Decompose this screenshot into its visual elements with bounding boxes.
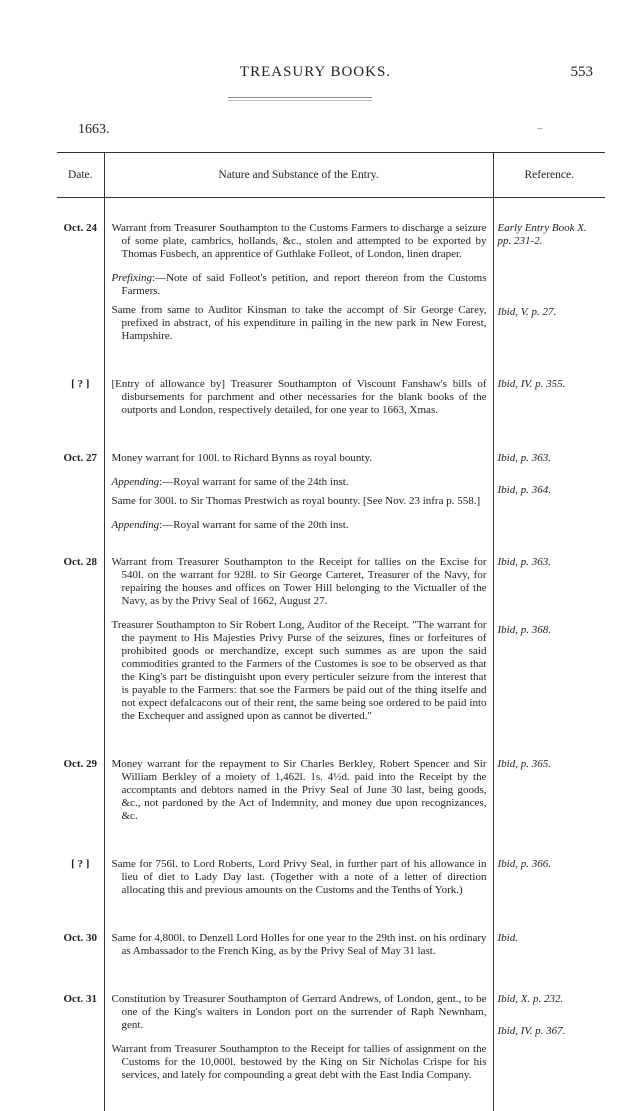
reference-value: Ibid, IV. p. 367. [497,1025,566,1037]
entry-text: Money warrant for the repayment to Sir Charles Berkley, Robert Spencer and Sir William Berkley of a moiety of 1,462l. 1s. 4½d. paid into the Receipt by the accomptants and debtors named in the Privy Seal of June 30 last, being goods, &c., not pardoned by the Act of Indemnity, and money due upon recognizances, &c. [111,758,487,822]
entry-text: Constitution by Treasurer Southampton of Gerrard Andrews, of London, gent., to be one of the King's waiters in London port on the surrender of Raph Newnham, gent. [111,993,487,1031]
reference-value: Early Entry Book X. pp. 231-2. [497,222,587,247]
entry-body [104,852,493,908]
entry-date: [ ? ] [57,852,104,908]
header-rule-secondary [228,100,372,101]
entry-body [104,987,493,1093]
note-label: Appending [111,476,160,488]
entry-body [104,752,493,834]
note-text: :—Note of said Folleot's petition, and report thereon from the Customs Farmers. [121,272,487,297]
note-label: Prefixing [111,272,153,284]
table-header-row [57,153,605,198]
entry-note [112,476,487,489]
reference-value: Ibid, p. 363. [497,556,551,568]
entry-date: Oct. 31 [57,987,104,1093]
entries-table [57,152,605,1111]
table-row [57,216,605,354]
running-title: TREASURY BOOKS. [239,64,392,80]
note-text: :—Royal warrant for same of the 24th inst. [159,476,349,488]
reference-value: Ibid, p. 366. [497,858,551,870]
table-row [57,987,605,1093]
table-row [57,446,605,532]
entry-date: Oct. 28 [57,550,104,734]
reference-text [498,1025,604,1038]
column-header-date: Date. [57,153,104,198]
year-dash: – [537,122,543,134]
entry-text: Warrant from Treasurer Southampton to the Receipt for tallies on the Excise for 540l. on the warrant for 928l. to Sir George Carteret, Treasurer of the Navy, for repairing the houses and offices on Tower Hill belonging to the Victualler of the Navy, as by the Privy Seal of 1662, August 27. [111,556,487,607]
entry-text: [Entry of allowance by] Treasurer Southampton of Viscount Fanshaw's bills of disbursements for parchment and other necessaries for the blank books of the outports and London, respectively detailed, for one year to 1663, Xmas. [111,378,487,416]
reference-value: Ibid, V. p. 27. [497,306,557,318]
note-label: Appending [111,519,160,531]
entry-text: Money warrant for 100l. to Richard Bynns as royal bounty. [111,452,372,464]
table-row [57,550,605,734]
reference-text [498,932,604,945]
entry-date: Oct. 30 [57,926,104,969]
reference-text [498,484,604,497]
table-row [57,926,605,969]
reference-text [498,452,604,465]
reference-text [498,624,604,637]
entry-reference [493,852,605,908]
entry-note [112,519,487,532]
reference-text [498,758,604,771]
table-row [57,372,605,428]
entry-text: Warrant from Treasurer Southampton to the Receipt for tallies of assignment on the Customs for the 10,000l. bestowed by the King on Sir Nicholas Crispe for his services, and lately for compounding a great debt with the East India Company. [111,1043,487,1081]
entry-reference [493,752,605,834]
table-row [57,752,605,834]
entry-date: [ ? ] [57,372,104,428]
entry-body [104,550,493,734]
reference-value: Ibid, p. 364. [497,484,551,496]
entry-reference [493,216,605,354]
column-header-reference: Reference. [493,153,605,198]
entry-date: Oct. 24 [57,216,104,354]
entry-text: Same for 300l. to Sir Thomas Prestwich as royal bounty. [See Nov. 23 infra p. 558.] [111,495,481,507]
year-heading: 1663. [78,122,110,137]
entry-body [104,926,493,969]
entry-date: Oct. 29 [57,752,104,834]
entry-reference [493,926,605,969]
page-number: 553 [570,64,593,80]
reference-text [498,858,604,871]
table-row [57,852,605,908]
reference-text [498,993,604,1006]
reference-text [498,556,604,569]
entry-note [112,272,487,298]
entry-text: Same for 756l. to Lord Roberts, Lord Privy Seal, in further part of his allowance in lieu of diet to Lady Day last. (Together with a note of a letter of direction allocating this and previous amounts on the Customs and the Tenths of York.) [111,858,487,896]
entry-text: Warrant from Treasurer Southampton to the Customs Farmers to discharge a seizure of some plate, cambrics, hollands, &c., stolen and attempted to be exported by Thomas Fusbech, an apprentice of Guthlake Folleot, of London, linen draper. [111,222,487,260]
reference-value: Ibid, p. 363. [497,452,551,464]
reference-value: Ibid, p. 368. [497,624,551,636]
header-rule [228,97,372,98]
entry-text: Treasurer Southampton to Sir Robert Long, Auditor of the Receipt. "The warrant for the payment to His Majesties Privy Purse of the seizures, fines or forfeitures of prohibited goods or merchandize, except such summes as are upon the said commodities granted to the Farmers of the Customes is soe to be observed as that the King's part be distinguisht upon every perticuler seizure from the interest that is payable to the Farmers: that soe the Farmers be paid out of the thing itselfe and not expect defalcacons out of their rent, the same being soe ordered to be paid into the Exchequer and assigned upon as cannot be diverted." [111,619,487,722]
reference-text [498,222,604,248]
entry-body [104,216,493,354]
reference-value: Ibid, X. p. 232. [497,993,564,1005]
entry-text: Same from same to Auditor Kinsman to take the accompt of Sir George Carey, prefixed in abstract, of his expenditure in pailing in the new park in New Forest, Hampshire. [111,304,487,342]
note-text: :—Royal warrant for same of the 20th inst. [159,519,349,531]
entry-date: Oct. 27 [57,446,104,532]
entry-reference [493,987,605,1093]
entry-reference [493,372,605,428]
entry-reference [493,550,605,734]
reference-text [498,378,604,391]
entry-body [104,372,493,428]
entry-text: Same for 4,800l. to Denzell Lord Holles for one year to the 29th inst. on his ordinary as Ambassador to the French King, as by the Privy Seal of May 31 last. [111,932,487,957]
column-header-nature: Nature and Substance of the Entry. [104,153,493,198]
reference-text [498,306,604,319]
entry-body [104,446,493,532]
reference-value: Ibid, p. 365. [497,758,551,770]
reference-value: Ibid, IV. p. 355. [497,378,566,390]
reference-value: Ibid. [497,932,518,944]
entry-reference [493,446,605,532]
